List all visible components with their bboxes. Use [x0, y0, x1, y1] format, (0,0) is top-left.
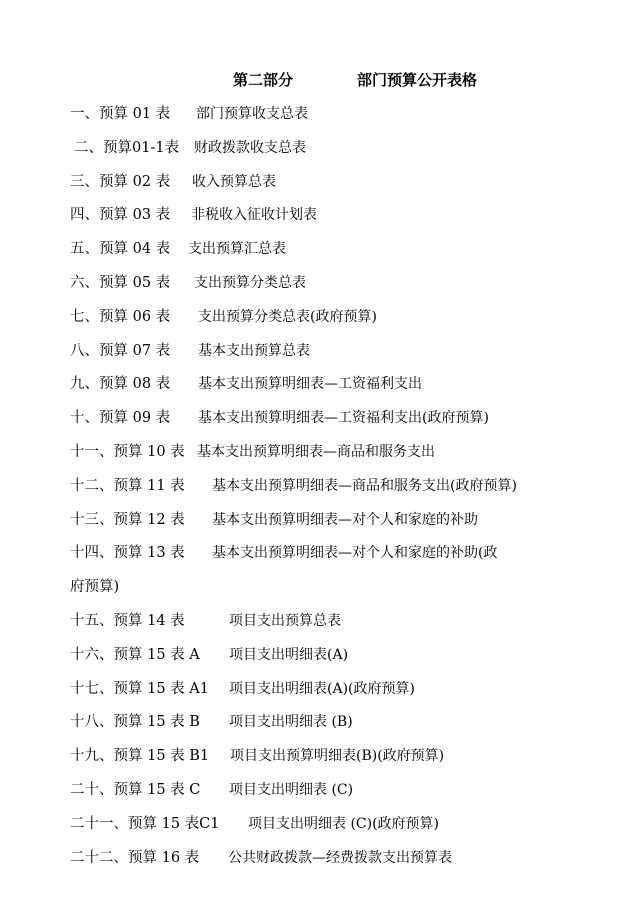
list-item [70, 774, 610, 808]
item-index: 七、预算 06 表 [70, 308, 171, 325]
item-index: 二十、预算 15 表 C [70, 781, 201, 798]
item-title: 项目支出明细表(A) [229, 646, 349, 663]
item-index: 三、预算 02 表 [70, 173, 171, 190]
item-index: 四、预算 03 表 [70, 207, 171, 224]
list-item [70, 132, 610, 166]
list-item [70, 673, 610, 707]
item-index: 二十二、预算 16 表 [70, 849, 200, 866]
item-index: 十、预算 09 表 [70, 410, 171, 427]
list-item [70, 233, 610, 267]
list-item [70, 402, 610, 436]
item-index: 十一、预算 10 表 [70, 443, 185, 460]
item-title: 项目支出明细表(A)(政府预算) [229, 680, 415, 697]
list-item [70, 267, 610, 301]
list-item [70, 504, 610, 538]
item-index: 五、预算 04 表 [70, 241, 171, 258]
item-title: 基本支出预算总表 [198, 342, 310, 359]
item-title: 基本支出预算明细表—对个人和家庭的补助(政 [212, 545, 498, 562]
list-item [70, 706, 610, 740]
item-title: 公共财政拨款—经费拨款支出预算表 [228, 849, 452, 866]
item-index: 二十一、预算 15 表C1 [70, 815, 220, 832]
item-title: 部门预算收支总表 [196, 106, 308, 122]
item-index: 十五、预算 14 表 [70, 612, 185, 629]
item-index: 一、预算 01 表 [70, 106, 171, 122]
item-index: 十四、预算 13 表 [70, 545, 185, 562]
list-item [70, 808, 610, 842]
item-index: 六、预算 05 表 [70, 274, 171, 291]
list-item [70, 98, 610, 132]
item-index: 十三、预算 12 表 [70, 511, 185, 528]
item-title: 项目支出预算总表 [229, 612, 341, 629]
list-item [70, 740, 610, 774]
list-item [70, 639, 610, 673]
list-item [70, 368, 610, 402]
item-title: 基本支出预算明细表—商品和服务支出 [197, 443, 435, 460]
item-title: 基本支出预算明细表—对个人和家庭的补助 [212, 511, 478, 528]
item-title: 项目支出明细表 (B) [229, 714, 353, 731]
item-title: 项目支出预算明细表(B)(政府预算) [230, 748, 445, 765]
item-title: 项目支出明细表 (C) [229, 781, 354, 798]
list-item [70, 537, 610, 571]
item-title: 财政拨款收支总表 [194, 139, 306, 156]
item-title: 收入预算总表 [192, 173, 276, 190]
item-title: 支出预算汇总表 [188, 241, 286, 258]
item-title-continuation: 府预算) [70, 579, 120, 596]
list-item [70, 842, 610, 876]
list-item [70, 335, 610, 369]
section-part-label: 第二部分 [233, 71, 294, 89]
item-index: 十七、预算 15 表 A1 [70, 680, 209, 697]
item-title: 基本支出预算明细表—工资福利支出 [198, 376, 422, 393]
list-item [70, 166, 610, 200]
list-item [70, 436, 610, 470]
list-item [70, 199, 610, 233]
item-index: 十九、预算 15 表 B1 [70, 748, 210, 765]
item-title: 支出预算分类总表 [194, 274, 306, 291]
item-index: 二、预算01-1表 [74, 139, 180, 156]
item-title: 基本支出预算明细表—工资福利支出(政府预算) [198, 410, 489, 427]
item-index: 八、预算 07 表 [70, 342, 171, 359]
list-item [70, 605, 610, 639]
item-index: 九、预算 08 表 [70, 376, 171, 393]
item-title: 项目支出明细表 (C)(政府预算) [248, 815, 440, 832]
list-item [70, 470, 610, 504]
list-item [70, 301, 610, 335]
item-title: 支出预算分类总表(政府预算) [198, 308, 377, 325]
section-title: 部门预算公开表格 [357, 71, 478, 89]
item-index: 十八、预算 15 表 B [70, 714, 200, 731]
item-index: 十六、预算 15 表 A [70, 646, 200, 663]
section-heading [0, 68, 635, 92]
list-item-continuation [70, 571, 610, 605]
item-title: 非税收入征收计划表 [191, 207, 317, 224]
item-index: 十二、预算 11 表 [70, 477, 185, 494]
table-list [70, 98, 610, 875]
item-title: 基本支出预算明细表—商品和服务支出(政府预算) [212, 477, 517, 494]
